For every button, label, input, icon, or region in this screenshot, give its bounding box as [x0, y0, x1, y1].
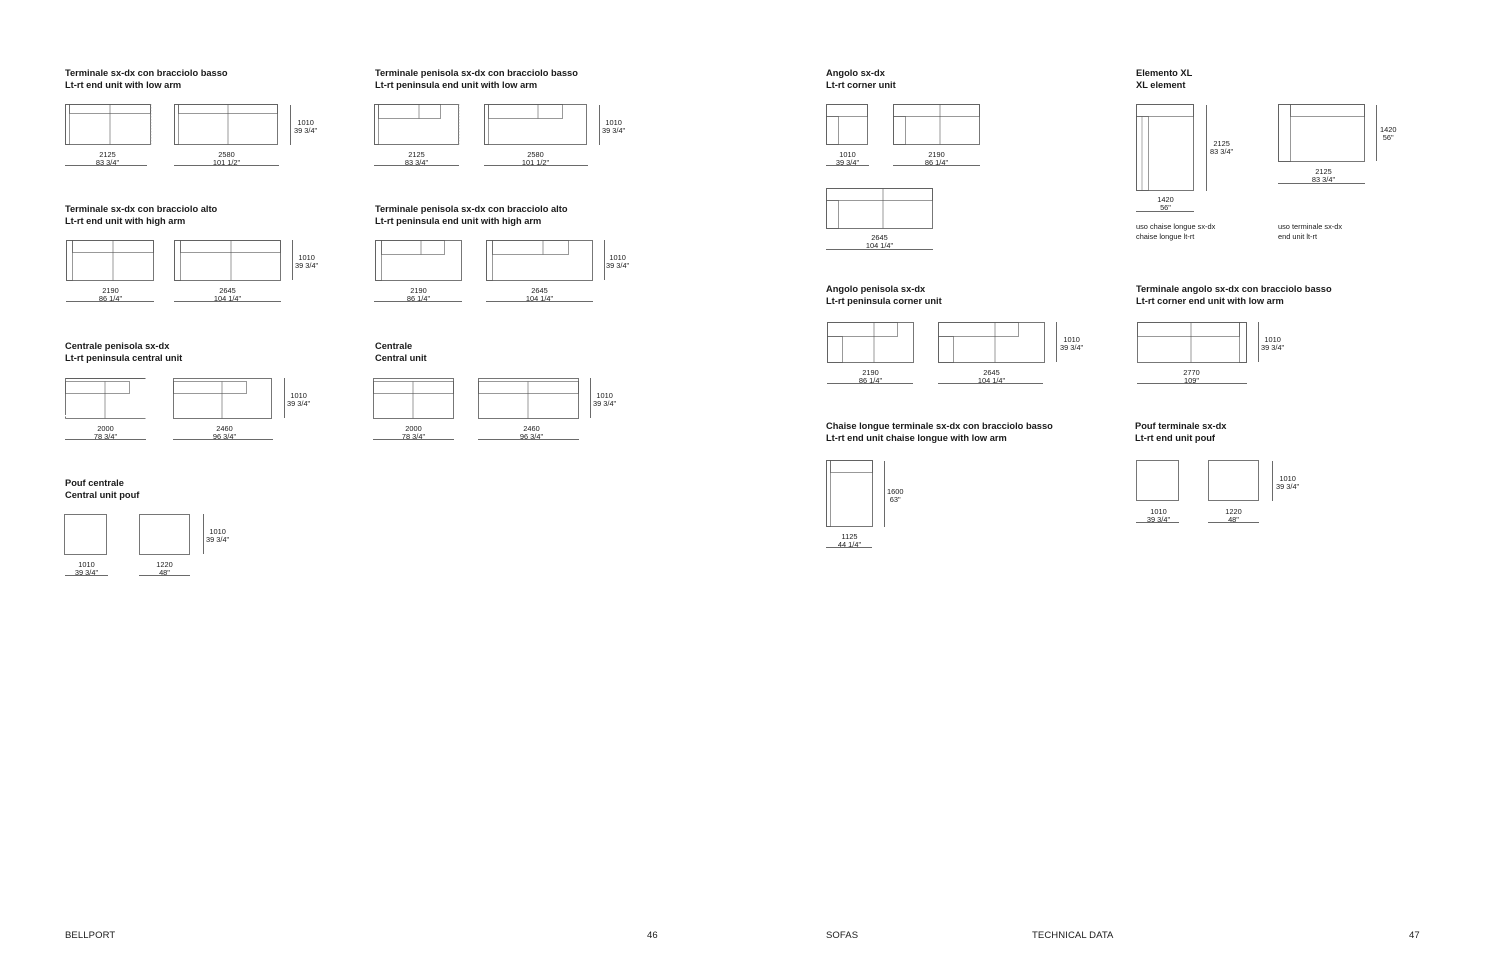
- width-dimension-line: [486, 301, 593, 302]
- width-in: 48": [1228, 514, 1239, 524]
- width-label: [509, 425, 554, 440]
- depth-dimension-line: [1376, 105, 1377, 161]
- section-title-it: Angolo sx-dx: [826, 68, 885, 78]
- depth-mm: 1010: [1279, 474, 1296, 483]
- section-peninsula-end-unit-low-arm: [375, 68, 578, 91]
- section-title-en: Lt-rt peninsula end unit with low arm: [375, 79, 538, 90]
- section-title-en: Lt-rt end unit chaise longue with low arm: [826, 432, 1007, 443]
- depth-label: [1380, 126, 1396, 141]
- section-corner-end-unit-low-arm: [1136, 284, 1332, 307]
- section-peninsula-corner-unit: [826, 284, 942, 307]
- width-in: 104 1/4": [865, 240, 894, 250]
- width-mm: 2000: [97, 424, 114, 433]
- width-in: 39 3/4": [1146, 514, 1171, 524]
- section-title-it: Pouf centrale: [65, 478, 124, 488]
- depth-label: [287, 392, 310, 407]
- section-title-it: Terminale sx-dx con bracciolo alto: [65, 204, 218, 214]
- width-dimension-line: [1208, 522, 1259, 523]
- xl-end-unit-note: [1278, 222, 1342, 242]
- xl-chaise-note: [1136, 222, 1215, 242]
- page-number-left: 46: [647, 930, 658, 941]
- depth-dimension-line: [1206, 105, 1207, 191]
- section-title-it: Elemento XL: [1136, 68, 1193, 78]
- depth-in: 39 3/4": [602, 125, 626, 135]
- depth-dimension-line: [1056, 322, 1057, 362]
- section-title-en: Central unit: [375, 352, 427, 363]
- depth-in: 39 3/4": [1060, 342, 1084, 352]
- width-label: [396, 287, 441, 302]
- depth-dimension-line: [590, 378, 591, 418]
- width-in: 104 1/4": [977, 375, 1006, 385]
- section-title-it: Angolo penisola sx-dx: [826, 284, 926, 294]
- sofa-plan-icon: [375, 240, 467, 282]
- sofa-plan-icon: [173, 378, 275, 420]
- depth-mm: 1010: [290, 391, 307, 400]
- width-label: [857, 234, 902, 249]
- width-in: 96 3/4": [519, 431, 544, 441]
- depth-in: 39 3/4": [593, 398, 617, 408]
- width-dimension-line: [66, 301, 154, 302]
- corner-plan-icon: [826, 104, 872, 146]
- width-in: 86 1/4": [924, 157, 949, 167]
- width-mm: 2125: [1315, 167, 1332, 176]
- depth-mm: 1010: [1264, 335, 1281, 344]
- section-xl-element: [1136, 68, 1192, 91]
- depth-mm: 1420: [1380, 125, 1397, 134]
- width-label: [1301, 168, 1346, 183]
- width-in: 39 3/4": [74, 567, 99, 577]
- sofa-plan-icon: [374, 104, 464, 146]
- depth-mm: 1010: [1063, 335, 1080, 344]
- width-mm: 2770: [1183, 368, 1200, 377]
- width-label: [825, 151, 870, 166]
- width-in: 83 3/4": [95, 157, 120, 167]
- depth-in: 39 3/4": [287, 398, 311, 408]
- width-mm: 2190: [862, 368, 879, 377]
- section-corner-unit: [826, 68, 896, 91]
- width-in: 86 1/4": [858, 375, 883, 385]
- width-dimension-line: [65, 439, 146, 440]
- width-label: [1211, 508, 1256, 523]
- width-mm: 2460: [216, 424, 233, 433]
- width-label: [1136, 508, 1181, 523]
- width-in: 78 3/4": [93, 431, 118, 441]
- width-in: 104 1/4": [213, 293, 242, 303]
- depth-in: 39 3/4": [1276, 481, 1300, 491]
- width-in: 56": [1160, 202, 1171, 212]
- width-in: 109": [1184, 375, 1199, 385]
- section-central-unit-pouf: [65, 478, 139, 501]
- pouf-plan-icon: [1208, 460, 1262, 502]
- peninsula-corner-plan-icon: [827, 322, 919, 364]
- section-central-unit: [375, 341, 427, 364]
- width-label: [142, 561, 187, 576]
- section-title-it: Chaise longue terminale sx-dx con bracciolo basso: [826, 421, 1053, 431]
- width-mm: 2190: [410, 286, 427, 295]
- pouf-plan-icon: [139, 514, 193, 556]
- width-in: 39 3/4": [835, 157, 860, 167]
- chaise-longue-plan-icon: [826, 460, 876, 530]
- depth-label: [206, 528, 229, 543]
- width-in: 48": [159, 567, 170, 577]
- width-label: [202, 425, 247, 440]
- width-label: [391, 425, 436, 440]
- sofa-plan-icon: [174, 104, 284, 146]
- width-mm: 1125: [841, 532, 858, 541]
- section-end-unit-high-arm: [65, 204, 217, 227]
- section-title-en: Lt-rt end unit with high arm: [65, 215, 186, 226]
- width-mm: 1220: [1225, 507, 1242, 516]
- note-line-en: chaise longue lt-rt: [1136, 232, 1195, 241]
- corner-plan-icon: [826, 188, 936, 230]
- footer-category: SOFAS: [826, 930, 859, 941]
- section-title-en: Lt-rt peninsula central unit: [65, 352, 183, 363]
- section-title-it: Terminale angolo sx-dx con bracciolo basso: [1136, 284, 1332, 294]
- xl-chaise-plan-icon: [1136, 104, 1198, 194]
- depth-label: [602, 119, 625, 134]
- width-dimension-line: [484, 165, 588, 166]
- width-mm: 2580: [527, 150, 544, 159]
- depth-in: 39 3/4": [206, 534, 230, 544]
- section-title-en: Lt-rt end unit with low arm: [65, 79, 182, 90]
- depth-mm: 1010: [209, 527, 226, 536]
- width-in: 86 1/4": [406, 293, 431, 303]
- depth-in: 39 3/4": [606, 260, 630, 270]
- section-peninsula-central-unit: [65, 341, 182, 364]
- depth-label: [1060, 336, 1083, 351]
- peninsula-corner-plan-icon: [938, 322, 1048, 364]
- width-in: 86 1/4": [98, 293, 123, 303]
- footer-section: TECHNICAL DATA: [1032, 930, 1114, 941]
- depth-label: [1261, 336, 1284, 351]
- note-line-it: uso terminale sx-dx: [1278, 222, 1343, 231]
- width-in: 96 3/4": [212, 431, 237, 441]
- width-dimension-line: [373, 439, 454, 440]
- corner-end-unit-plan-icon: [1137, 322, 1251, 364]
- depth-label: [593, 392, 616, 407]
- width-dimension-line: [826, 547, 872, 548]
- width-dimension-line: [374, 165, 459, 166]
- width-label: [394, 151, 439, 166]
- sofa-plan-icon: [66, 240, 158, 282]
- section-title-en: Lt-rt peninsula end unit with high arm: [375, 215, 542, 226]
- width-mm: 2190: [102, 286, 119, 295]
- depth-in: 39 3/4": [1261, 342, 1285, 352]
- width-dimension-line: [1137, 383, 1247, 384]
- depth-mm: 1600: [887, 487, 904, 496]
- note-line-en: end unit lt-rt: [1278, 232, 1318, 241]
- corner-plan-icon: [893, 104, 983, 146]
- depth-label: [1276, 475, 1299, 490]
- width-in: 44 1/4": [837, 539, 862, 549]
- width-mm: 2580: [218, 150, 235, 159]
- width-label: [1169, 369, 1214, 384]
- depth-dimension-line: [284, 378, 285, 418]
- sofa-plan-icon: [174, 240, 284, 282]
- width-dimension-line: [826, 165, 869, 166]
- width-dimension-line: [65, 165, 147, 166]
- section-title-en: Central unit pouf: [65, 489, 140, 500]
- depth-in: 56": [1382, 132, 1394, 142]
- depth-mm: 1010: [605, 118, 622, 127]
- section-title-it: Terminale penisola sx-dx con bracciolo basso: [375, 68, 578, 78]
- depth-dimension-line: [599, 105, 600, 145]
- section-title-it: Pouf terminale sx-dx: [1135, 421, 1227, 431]
- width-in: 104 1/4": [525, 293, 554, 303]
- section-peninsula-end-unit-high-arm: [375, 204, 568, 227]
- depth-in: 63": [889, 494, 901, 504]
- footer-brand: BELLPORT: [65, 930, 116, 941]
- width-mm: 2000: [405, 424, 422, 433]
- width-label: [1143, 196, 1188, 211]
- depth-mm: 1010: [297, 118, 314, 127]
- sofa-plan-icon: [478, 378, 582, 420]
- depth-mm: 1010: [298, 253, 315, 262]
- section-title-it: Terminale sx-dx con bracciolo basso: [65, 68, 228, 78]
- depth-label: [1210, 140, 1233, 155]
- width-dimension-line: [374, 301, 462, 302]
- depth-label: [295, 254, 318, 269]
- depth-mm: 1010: [609, 253, 626, 262]
- width-in: 83 3/4": [1311, 174, 1336, 184]
- section-title-en: Lt-rt corner unit: [826, 79, 896, 90]
- sofa-plan-icon: [65, 378, 149, 420]
- width-dimension-line: [139, 575, 190, 576]
- pouf-plan-icon: [1136, 460, 1182, 502]
- depth-label: [887, 488, 903, 503]
- depth-in: 83 3/4": [1210, 146, 1234, 156]
- width-dimension-line: [1136, 522, 1179, 523]
- width-dimension-line: [478, 439, 579, 440]
- depth-mm: 1010: [596, 391, 613, 400]
- width-mm: 2460: [523, 424, 540, 433]
- depth-label: [294, 119, 317, 134]
- width-label: [513, 151, 558, 166]
- depth-in: 39 3/4": [295, 260, 319, 270]
- section-end-unit-low-arm: [65, 68, 228, 91]
- depth-dimension-line: [1258, 322, 1259, 362]
- width-dimension-line: [174, 301, 281, 302]
- width-in: 78 3/4": [401, 431, 426, 441]
- section-title-it: Centrale: [375, 341, 413, 351]
- section-chaise-longue-end-unit: [826, 421, 1053, 444]
- sofa-plan-icon: [65, 104, 155, 146]
- depth-dimension-line: [290, 105, 291, 145]
- depth-in: 39 3/4": [294, 125, 318, 135]
- width-label: [914, 151, 959, 166]
- section-title-en: Lt-rt peninsula corner unit: [826, 295, 942, 306]
- width-label: [204, 151, 249, 166]
- depth-dimension-line: [203, 514, 204, 554]
- width-mm: 1420: [1157, 195, 1174, 204]
- note-line-it: uso chaise longue sx-dx: [1136, 222, 1216, 231]
- sofa-plan-icon: [373, 378, 457, 420]
- width-dimension-line: [174, 165, 279, 166]
- width-label: [85, 151, 130, 166]
- width-label: [827, 533, 872, 548]
- width-in: 83 3/4": [404, 157, 429, 167]
- width-dimension-line: [1136, 211, 1194, 212]
- section-title-en: Lt-rt end unit pouf: [1135, 432, 1216, 443]
- width-label: [517, 287, 562, 302]
- xl-end-unit-plan-icon: [1278, 104, 1368, 166]
- width-dimension-line: [826, 249, 933, 250]
- width-label: [64, 561, 109, 576]
- width-mm: 2645: [983, 368, 1000, 377]
- depth-dimension-line: [292, 240, 293, 280]
- depth-dimension-line: [1272, 461, 1273, 501]
- depth-dimension-line: [604, 240, 605, 280]
- width-mm: 2645: [871, 233, 888, 242]
- width-in: 101 1/2": [212, 157, 241, 167]
- width-label: [848, 369, 893, 384]
- pouf-plan-icon: [64, 514, 110, 556]
- section-title-it: Terminale penisola sx-dx con bracciolo alto: [375, 204, 568, 214]
- section-title-it: Centrale penisola sx-dx: [65, 341, 170, 351]
- width-dimension-line: [1278, 183, 1365, 184]
- width-mm: 2645: [531, 286, 548, 295]
- width-mm: 1010: [78, 560, 95, 569]
- width-mm: 2125: [408, 150, 425, 159]
- width-mm: 2125: [99, 150, 116, 159]
- page-number-right: 47: [1409, 930, 1420, 941]
- sofa-plan-icon: [484, 104, 590, 146]
- width-label: [205, 287, 250, 302]
- width-in: 101 1/2": [521, 157, 550, 167]
- width-mm: 2190: [928, 150, 945, 159]
- sofa-plan-icon: [486, 240, 596, 282]
- width-mm: 1010: [839, 150, 856, 159]
- width-dimension-line: [65, 575, 108, 576]
- section-title-en: Lt-rt corner end unit with low arm: [1136, 295, 1284, 306]
- width-mm: 2645: [219, 286, 236, 295]
- width-label: [969, 369, 1014, 384]
- depth-mm: 2125: [1213, 139, 1230, 148]
- width-label: [83, 425, 128, 440]
- width-dimension-line: [938, 383, 1043, 384]
- width-mm: 1010: [1150, 507, 1167, 516]
- width-dimension-line: [173, 439, 273, 440]
- section-end-unit-pouf: [1135, 421, 1226, 444]
- width-dimension-line: [827, 383, 913, 384]
- width-label: [88, 287, 133, 302]
- depth-dimension-line: [884, 461, 885, 527]
- width-mm: 1220: [156, 560, 173, 569]
- section-title-en: XL element: [1136, 79, 1186, 90]
- depth-label: [606, 254, 629, 269]
- width-dimension-line: [893, 165, 980, 166]
